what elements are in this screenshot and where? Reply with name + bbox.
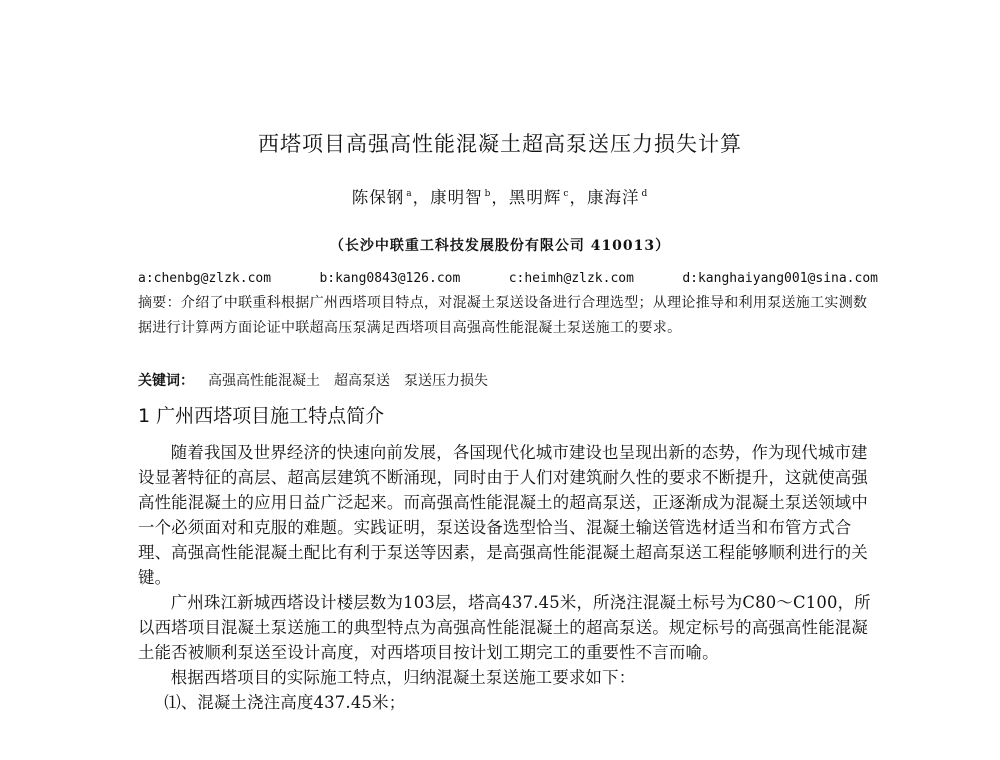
email-d: d:kanghaiyang001@sina.com: [682, 271, 878, 286]
author-name: 黑明辉: [508, 188, 562, 207]
keywords: [138, 370, 874, 390]
list-item: ⑴、混凝土浇注高度437.45米；: [164, 693, 406, 712]
author-mark: d: [641, 189, 649, 199]
keyword: 高强高性能混凝土: [208, 373, 320, 389]
abstract: 摘要：介绍了中联重科根据广州西塔项目特点，对混凝土泵送设备进行合理选型；从理论推导和利用泵送施工实测数据进行计算两方面论证中联超高压泵满足西塔项目高强高性能混凝土泵送施工的要求。: [138, 295, 868, 336]
author-separator: ，: [412, 188, 431, 207]
body-text: [138, 440, 878, 715]
paper-title: 西塔项目高强高性能混凝土超高泵送压力损失计算: [258, 132, 742, 156]
author-name: 康明智: [430, 188, 483, 207]
keyword: 泵送压力损失: [404, 373, 488, 389]
section-heading: 1 广州西塔项目施工特点简介: [138, 405, 385, 427]
email-c: c:heimh@zlzk.com: [508, 271, 634, 286]
author-mark: a: [406, 189, 413, 199]
affiliation: （长沙中联重工科技发展股份有限公司 410013）: [329, 238, 671, 254]
author-mark: c: [563, 189, 570, 199]
author-name: 陈保钢: [351, 188, 405, 207]
author-3: [509, 188, 570, 207]
keyword: 超高泵送: [334, 373, 390, 389]
paragraph: 广州珠江新城西塔设计楼层数为103层，塔高437.45米，所浇注混凝土标号为C80～C100，所以西塔项目混凝土泵送施工的典型特点为高强高性能混凝土的超高泵送。规定标号的高强高性能混凝土能否被顺利泵送至设计高度，对西塔项目按计划工期完工的重要性不言而喻。: [138, 593, 871, 662]
author-mark: b: [484, 189, 492, 199]
author-name: 康海洋: [586, 188, 640, 207]
author-separator: ，: [569, 188, 587, 207]
author-separator: ，: [491, 188, 509, 207]
paragraph: 根据西塔项目的实际施工特点，归纳混凝土泵送施工要求如下：: [170, 668, 636, 687]
email-list: [138, 271, 878, 286]
email-a: a:chenbg@zlzk.com: [138, 271, 272, 286]
author-1: [352, 188, 413, 207]
author-list: [0, 184, 1000, 208]
author-2: [430, 188, 491, 207]
keywords-label: 关键词：: [138, 373, 194, 389]
author-4: [587, 188, 648, 207]
paragraph: 随着我国及世界经济的快速向前发展，各国现代化城市建设也呈现出新的态势，作为现代城市建设显著特征的高层、超高层建筑不断涌现，同时由于人们对建筑耐久性的要求不断提升，这就使高强高性能混凝土的应用日益广泛起来。而高强高性能混凝土的超高泵送，正逐渐成为混凝土泵送领域中一个必须面对和克服的难题。实践证明，泵送设备选型恰当、混凝土输送管选材适当和布管方式合理、高强高性能混凝土配比有利于泵送等因素，是高强高性能混凝土超高泵送工程能够顺利进行的关键。: [138, 443, 868, 587]
email-b: b:kang0843@126.com: [319, 271, 461, 286]
